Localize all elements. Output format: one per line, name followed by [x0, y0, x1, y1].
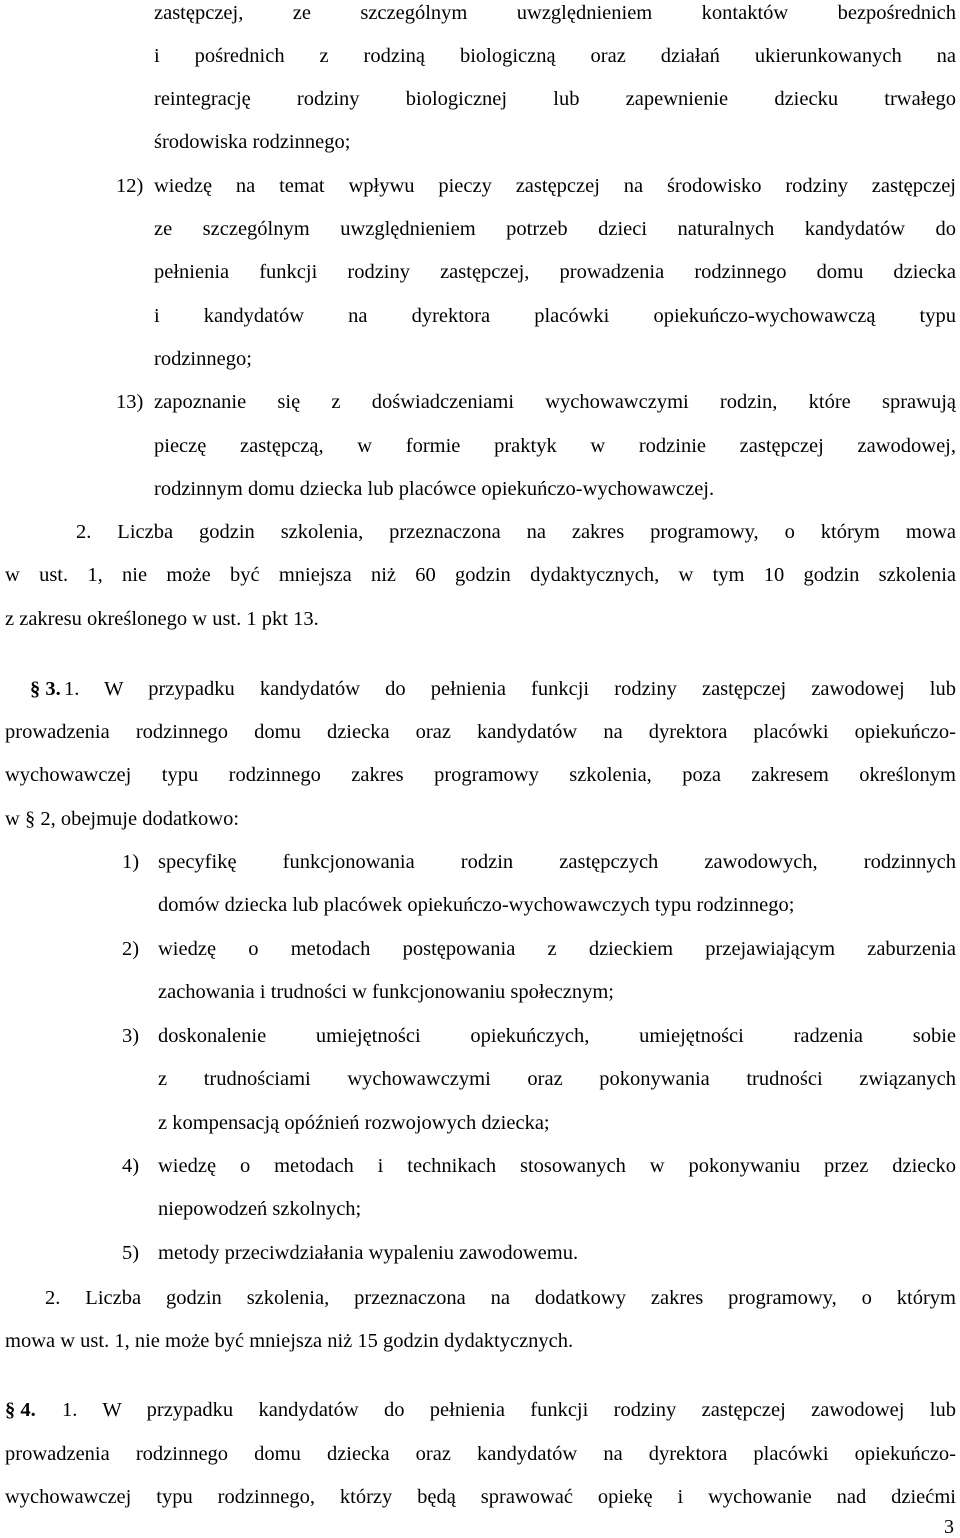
text-line: metody przeciwdziałania wypaleniu zawodowemu. — [158, 1242, 579, 1264]
page-number: 3 — [944, 1516, 954, 1538]
section-number: 3. — [45, 678, 61, 700]
item-number: 5) — [122, 1242, 140, 1264]
text-fragment: w — [5, 808, 25, 830]
text-line: prowadzenia rodzinnego domu dziecka oraz kandydatów na dyrektora placówki opiekuńczo- — [5, 721, 956, 743]
text-line: specyfikę funkcjonowania rodzin zastępczych zawodowych, rodzinnych — [158, 851, 956, 873]
text-line: pieczę zastępczą, w formie praktyk w rodzinie zastępczej zawodowej, — [154, 435, 956, 457]
section-marker — [30, 676, 61, 702]
text-line: środowiska rodzinnego; — [154, 131, 351, 153]
text-line: niepowodzeń szkolnych; — [158, 1198, 362, 1220]
section-number: 4. — [20, 1399, 36, 1421]
text-line: mowa w ust. 1, nie może być mniejsza niż 15 godzin dydaktycznych. — [5, 1330, 574, 1352]
text-line: prowadzenia rodzinnego domu dziecka oraz kandydatów na dyrektora placówki opiekuńczo- — [5, 1443, 956, 1465]
section-sign-icon: § — [24, 808, 36, 830]
text-line: 2. Liczba godzin szkolenia, przeznaczona na dodatkowy zakres programowy, o którym — [45, 1287, 956, 1309]
text-line: z trudnościami wychowawczymi oraz pokonywania trudności związanych — [158, 1068, 956, 1090]
item-number: 13) — [116, 391, 144, 413]
text-line: zapoznanie się z doświadczeniami wychowawczymi rodzin, które sprawują — [154, 391, 956, 413]
text-line: domów dziecka lub placówek opiekuńczo-wychowawczych typu rodzinnego; — [158, 894, 795, 916]
item-number: 3) — [122, 1025, 140, 1047]
text-line: wiedzę o metodach i technikach stosowanych w pokonywaniu przez dziecko — [158, 1155, 956, 1177]
text-line: 1. W przypadku kandydatów do pełnienia funkcji rodziny zastępczej zawodowej lub — [62, 1399, 956, 1421]
text-line: i pośrednich z rodziną biologiczną oraz działań ukierunkowanych na — [154, 45, 956, 67]
text-line: w ust. 1, nie może być mniejsza niż 60 godzin dydaktycznych, w tym 10 godzin szkolenia — [5, 564, 956, 586]
text-line: z zakresu określonego w ust. 1 pkt 13. — [5, 608, 319, 630]
item-number: 4) — [122, 1155, 140, 1177]
text-line: wiedzę na temat wpływu pieczy zastępczej na środowisko rodziny zastępczej — [154, 175, 956, 197]
text-line: wychowawczej typu rodzinnego, którzy będą sprawować opiekę i wychowanie nad dziećmi — [5, 1486, 956, 1508]
text-line: doskonalenie umiejętności opiekuńczych, umiejętności radzenia sobie — [158, 1025, 956, 1047]
text-line: reintegrację rodziny biologicznej lub zapewnienie dziecku trwałego — [154, 88, 956, 110]
text-line: 2. Liczba godzin szkolenia, przeznaczona na zakres programowy, o którym mowa — [76, 521, 956, 543]
text-line: i kandydatów na dyrektora placówki opiekuńczo-wychowawczą typu — [154, 305, 956, 327]
text-line: wiedzę o metodach postępowania z dzieckiem przejawiającym zaburzenia — [158, 938, 956, 960]
section-sign-icon: § — [30, 678, 41, 700]
text-line: rodzinnego; — [154, 348, 252, 370]
text-line: z kompensacją opóźnień rozwojowych dziecka; — [158, 1112, 550, 1134]
text-line: rodzinnym domu dziecka lub placówce opiekuńczo-wychowawczej. — [154, 478, 715, 500]
text-line: wychowawczej typu rodzinnego zakres programowy szkolenia, poza zakresem określonym — [5, 764, 956, 786]
text-line: zachowania i trudności w funkcjonowaniu społecznym; — [158, 981, 614, 1003]
text-line: ze szczególnym uwzględnieniem potrzeb dzieci naturalnych kandydatów do — [154, 218, 956, 240]
text-line: pełnienia funkcji rodziny zastępczej, prowadzenia rodzinnego domu dziecka — [154, 261, 956, 283]
section-sign-icon: § — [5, 1399, 16, 1421]
text-line: 1. W przypadku kandydatów do pełnienia funkcji rodziny zastępczej zawodowej lub — [64, 678, 956, 700]
text-line — [5, 806, 239, 832]
item-number: 1) — [122, 851, 140, 873]
text-line: zastępczej, ze szczególnym uwzględnieniem kontaktów bezpośrednich — [154, 2, 956, 24]
section-marker — [5, 1397, 36, 1423]
item-number: 2) — [122, 938, 140, 960]
item-number: 12) — [116, 175, 144, 197]
text-fragment: 2, obejmuje dodatkowo: — [35, 808, 240, 830]
